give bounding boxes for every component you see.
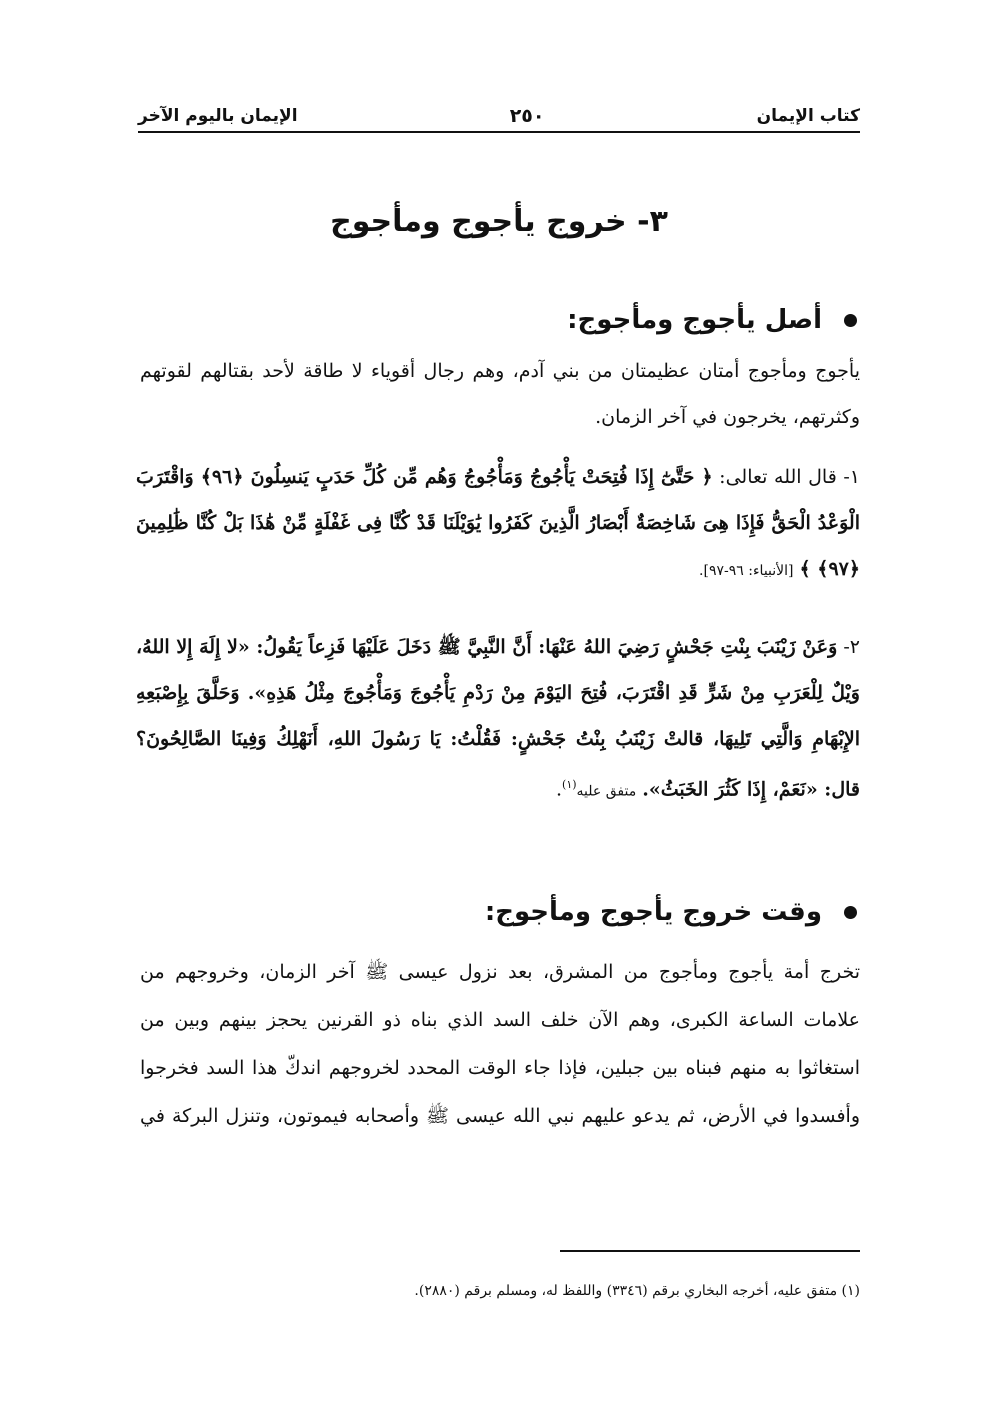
section-heading-timing [157,892,857,932]
header-book-title: كتاب الإيمان [756,106,860,126]
page-number: ٢٥٠ [509,105,545,127]
quran-intro: قال الله تعالى: [719,466,837,488]
verse-citation: [الأنبياء: ٩٦-٩٧]. [699,563,794,579]
quran-verse: ﴿ حَتَّىٰٓ إِذَا فُتِحَتْ يَأْجُوجُ وَمَأْجُوجُ وَهُم مِّن كُلِّ حَدَبٍ يَنسِلُونَ ﴿٩٦﴾ وَاقْتَرَبَ الْوَعْدُ الْحَقُّ فَإِذَا هِىَ شَاخِصَةٌ أَبْصَارُ الَّذِينَ كَفَرُوا يَٰوَيْلَنَا قَدْ كُنَّا فِى غَفْلَةٍ مِّنْ هَٰذَا بَلْ كُنَّا ظَٰلِمِينَ ﴿٩٧﴾ ﴾ [136,466,860,580]
section-heading-text: أصل يأجوج ومأجوج: [567,305,822,335]
bullet-icon [844,906,857,919]
chapter-title: ٣- خروج يأجوج ومأجوج [330,204,668,239]
hadith-text: وَعَنْ زَيْنَبَ بِنْتِ جَحْشٍ رَضِيَ اللهُ عَنْهَا: أَنَّ النَّبِيَّ ﷺ دَخَلَ عَلَيْهَا فَزِعاً يَقُولُ: «لا إِلَهَ إِلا اللهُ، وَيْلٌ لِلْعَرَبِ مِنْ شَرٍّ قَدِ اقْتَرَبَ، فُتِحَ اليَوْمَ مِنْ رَدْمِ يَأْجُوجَ وَمَأْجُوجَ مِثْلُ هَذِهِ». وَحَلَّقَ بِإِصْبَعِهِ الإِبْهَامِ وَالَّتِي تَلِيهَا، قالتْ زَيْنَبُ بِنْتُ جَحْشٍ: فَقُلْتُ: يَا رَسُولَ اللهِ، أَنَهْلِكُ وَفِينَا الصَّالِحُونَ؟ قال: «نَعَمْ، إِذَا كَثُرَ الخَبَثُ». [136,636,861,801]
quran-item [136,454,860,594]
header-divider [138,131,860,133]
footnote: (١) متفق عليه، أخرجه البخاري برقم (٣٣٤٦) واللفظ له، ومسلم برقم (٢٨٨٠). [414,1283,860,1299]
origin-paragraph: يأجوج ومأجوج أمتان عظيمتان من بني آدم، وهم رجال أقوياء لا طاقة لأحد بقتالهم لقوتهم وكثرتهم، يخرجون في آخر الزمان. [140,360,860,428]
bullet-icon [844,314,857,327]
hadith-item: ٢- وَعَنْ زَيْنَبَ بِنْتِ جَحْشٍ رَضِيَ اللهُ عَنْهَا: أَنَّ النَّبِيَّ ﷺ دَخَلَ عَلَيْهَا فَزِعاً يَقُولُ: «لا إِلَهَ إِلا اللهُ، وَيْلٌ لِلْعَرَبِ مِنْ شَرٍّ قَدِ اقْتَرَبَ، فُتِحَ اليَوْمَ مِنْ رَدْمِ يَأْجُوجَ وَمَأْجُوجَ مِثْلُ هَذِهِ». وَحَلَّقَ بِإِصْبَعِهِ الإِبْهَامِ وَالَّتِي تَلِيهَا، قالتْ زَيْنَبُ بِنْتُ جَحْشٍ: فَقُلْتُ: يَا رَسُولَ اللهِ، أَنَهْلِكُ وَفِينَا الصَّالِحُونَ؟ قال: «نَعَمْ، إِذَا كَثُرَ الخَبَثُ». متفق عليه$^{(١)}$. [136,636,861,801]
footnote-divider [560,1250,860,1252]
header-chapter-title: الإيمان باليوم الآخر [138,106,298,126]
item-number: ١- [843,466,860,488]
footnote-reference[interactable]: (١) [562,778,577,791]
section-heading-text: وقت خروج يأجوج ومأجوج: [484,897,822,927]
section-heading-origin [157,300,857,340]
hadith-source: متفق عليه [576,783,637,800]
item-number: ٢- [843,636,860,658]
timing-paragraph: تخرج أمة يأجوج ومأجوج من المشرق، بعد نزول عيسى ﷺ آخر الزمان، وخروجهم من علامات الساعة الكبرى، وهم الآن خلف السد الذي بناه ذو القرنين يحجز بينهم وبين من استغاثوا به منهم فبناه بين جبلين، فإذا جاء الوقت المحدد لخروجهم اندكّ هذا السد فخرجوا وأفسدوا في الأرض، ثم يدعو عليهم نبي الله عيسى ﷺ وأصحابه فيموتون، وتنزل البركة في [140,961,860,1127]
running-header [138,104,860,128]
